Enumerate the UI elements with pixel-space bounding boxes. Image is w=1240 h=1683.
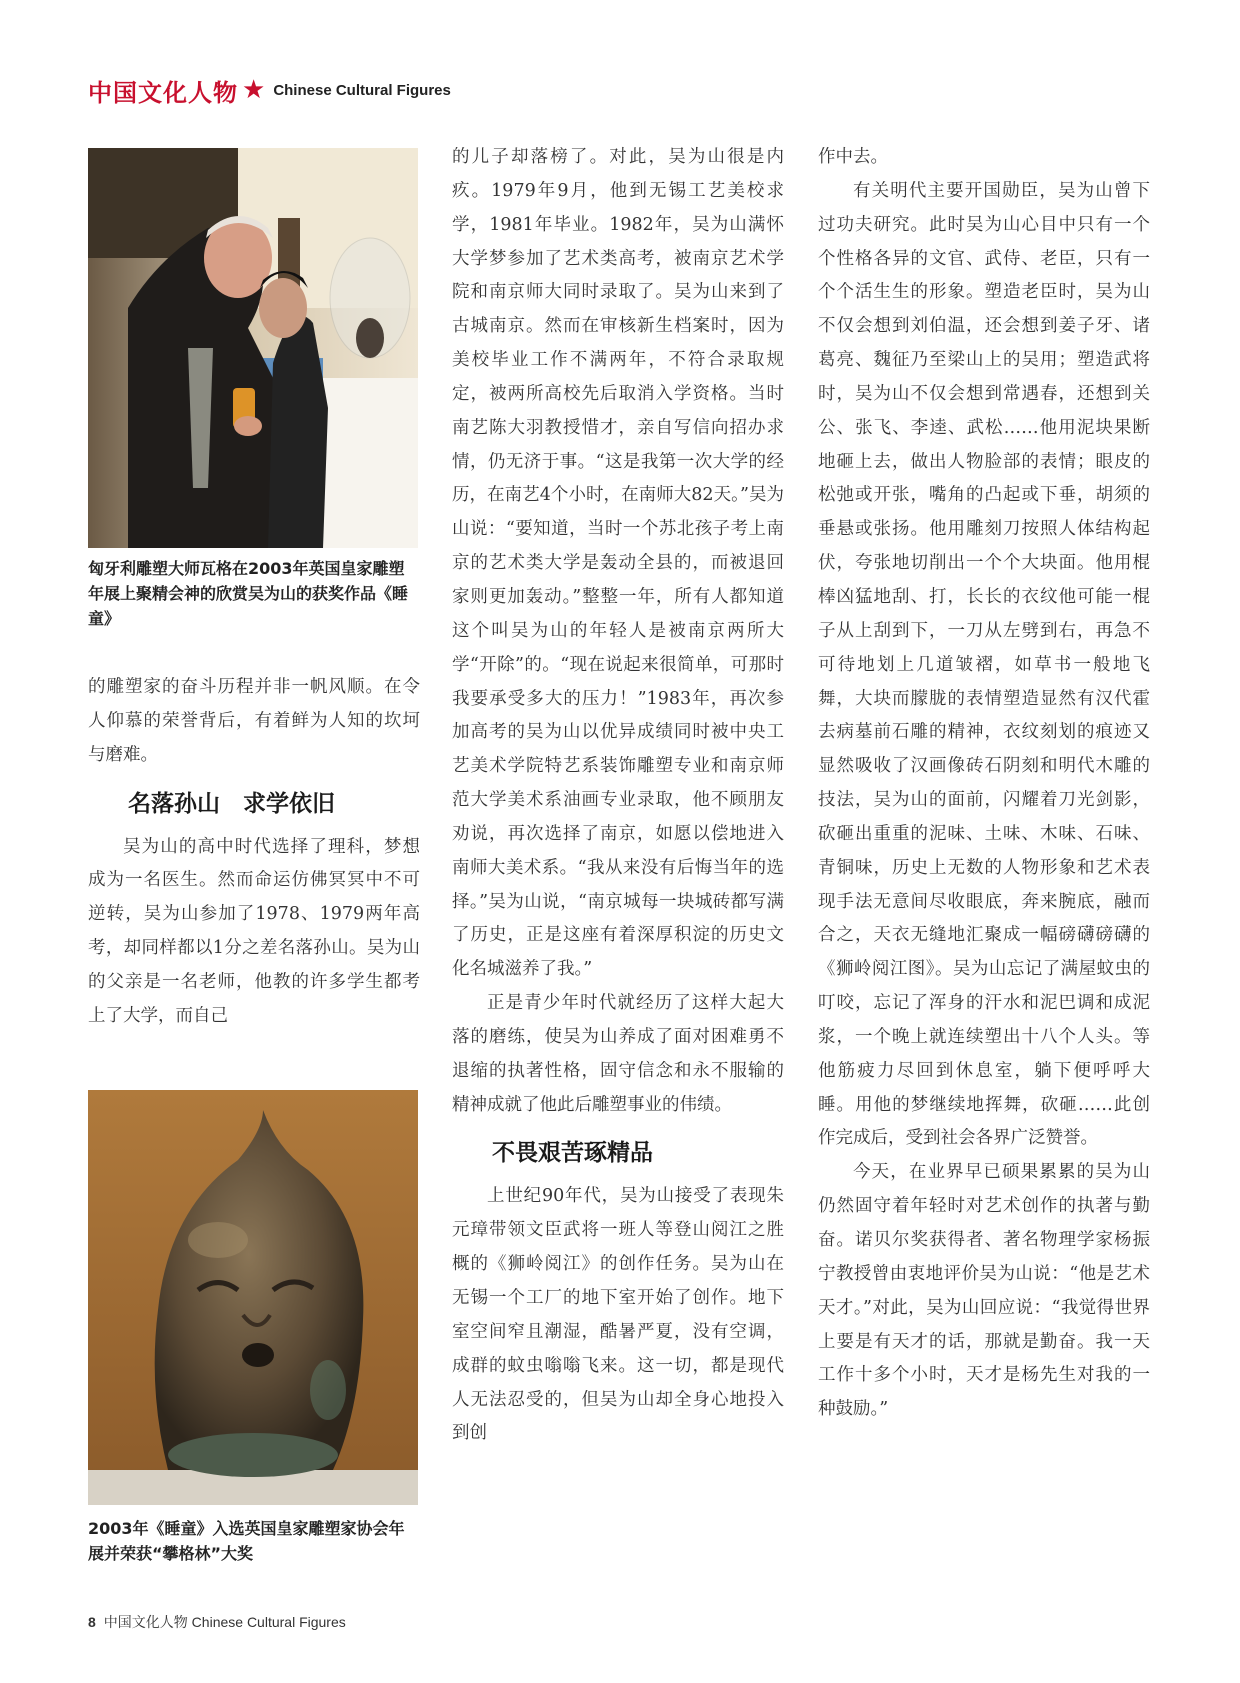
col3-paragraph-2: 今天，在业界早已硕果累累的吴为山仍然固守着年轻时对艺术创作的执著与勤奋。诺贝尔奖获得者、著名物理学家杨振宁教授曾由衷地评价吴为山说：“他是艺术天才。”对此，吴为山回应说：“我觉得世界上要是有天才的话，那就是勤奋。我一天工作十多个小时，天才是杨先生对我的一种鼓励。” [818, 1162, 1150, 1420]
star-icon: ★ [242, 75, 266, 105]
sleeping-child-sculpture-photo [88, 1090, 418, 1505]
page-number: 8 [88, 1614, 96, 1630]
col2-paragraph-2: 正是青少年时代就经历了这样大起大落的磨练，使吴为山养成了面对困难勇不退缩的执著性格，固守信念和永不服输的精神成就了他此后雕塑事业的伟绩。 [452, 993, 784, 1115]
page-footer [88, 1612, 346, 1632]
column-3 [818, 141, 1150, 1427]
bottom-photo-caption: 2003年《睡童》入选英国皇家雕塑家协会年展并荣获“攀格林”大奖 [88, 1519, 405, 1563]
column-1 [88, 671, 420, 1034]
col3-paragraph-1: 有关明代主要开国勋臣，吴为山曾下过功夫研究。此时吴为山心目中只有一个个性格各异的文官、武侍、老臣，只有一个个活生生的形象。塑造老臣时，吴为山不仅会想到刘伯温，还会想到姜子牙、诸葛亮、魏征乃至梁山上的吴用；塑造武将时，吴为山不仅会想到常遇春，还想到关公、张飞、李逵、武松……他用泥块果断地砸上去，做出人物脸部的表情；眼皮的松弛或开张，嘴角的凸起或下垂，胡须的垂悬或张扬。他用雕刻刀按照人体结构起伏，夸张地切削出一个个大块面。他用棍棒凶猛地刮、打，长长的衣纹他可能一棍子从上刮到下，一刀从左劈到右，再急不可待地划上几道皱褶，如草书一般地飞舞，大块而朦胧的表情塑造显然有汉代霍去病墓前石雕的精神，衣纹刻划的痕迹又显然吸收了汉画像砖石阴刻和明代木雕的技法，吴为山的面前，闪耀着刀光剑影，砍砸出重重的泥味、土味、木味、石味、青铜味，历史上无数的人物形象和艺术表现手法无意间尽收眼底，奔来腕底，融而合之，天衣无缝地汇聚成一幅磅礴磅礴的《狮岭阅江图》。吴为山忘记了满屋蚊虫的叮咬，忘记了浑身的汗水和泥巴调和成泥浆，一个晚上就连续塑出十八个人头。等他筋疲力尽回到休息室，躺下便呼呼大睡。用他的梦继续地挥舞，砍砸……此创作完成后，受到社会各界广泛赞誉。 [818, 180, 1150, 1149]
brand-english-title: Chinese Cultural Figures [273, 81, 451, 99]
section-heading-1: 名落孙山 求学依旧 [128, 790, 335, 817]
column-2 [452, 141, 784, 1451]
top-photo-caption: 匈牙利雕塑大师瓦格在2003年英国皇家雕塑年展上聚精会神的欣赏吴为山的获奖作品《睡童》 [88, 559, 409, 628]
col3-paragraph-0: 作中去。 [818, 147, 888, 167]
col2-paragraph-1: 的儿子却落榜了。对此，吴为山很是内疚。1979年9月，他到无锡工艺美校求学，1981年毕业。1982年，吴为山满怀大学梦参加了艺术类高考，被南京艺术学院和南京师大同时录取了。吴为山来到了古城南京。然而在审核新生档案时，因为美校毕业工作不满两年，不符合录取规定，被两所高校先后取消入学资格。当时南艺陈大羽教授惜才，亲自写信向招办求情，仍无济于事。“这是我第一次大学的经历，在南艺4个小时，在南师大82天。”吴为山说：“要知道，当时一个苏北孩子考上南京的艺术类大学是轰动全县的，而被退回家则更加轰动。”整整一年，所有人都知道这个叫吴为山的年轻人是被南京两所大学“开除”的。“现在说起来很简单，可那时我要承受多大的压力！”1983年，再次参加高考的吴为山以优异成绩同时被中央工艺美术学院特艺系装饰雕塑专业和南京师范大学美术系油画专业录取，他不顾朋友劝说，再次选择了南京，如愿以偿地进入南师大美术系。“我从来没有后悔当年的选择。”吴为山说，“南京城每一块城砖都写满了历史，正是这座有着深厚积淀的历史文化名城滋养了我。” [452, 147, 784, 980]
col2-paragraph-3: 上世纪90年代，吴为山接受了表现朱元璋带领文臣武将一班人等登山阅江之胜概的《狮岭阅江》的创作任务。吴为山在无锡一个工厂的地下室开始了创作。地下室空间窄且潮湿，酷暑严夏，没有空调，成群的蚊虫嗡嗡飞来。这一切，都是现代人无法忍受的，但吴为山却全身心地投入到创 [452, 1186, 784, 1444]
footer-text: 中国文化人物 Chinese Cultural Figures [103, 1614, 346, 1630]
col1-intro-paragraph: 的雕塑家的奋斗历程并非一帆风顺。在令人仰慕的荣誉背后，有着鲜为人知的坎坷与磨难。 [88, 677, 420, 765]
col1-paragraph: 吴为山的高中时代选择了理科，梦想成为一名医生。然而命运仿佛冥冥中不可逆转，吴为山参加了1978、1979两年高考，却同样都以1分之差名落孙山。吴为山的父亲是一名老师，他教的许多学生都考上了大学，而自己 [88, 836, 420, 1026]
brand-chinese-title: 中国文化人物 [88, 77, 238, 107]
section-heading-2: 不畏艰苦琢精品 [492, 1140, 653, 1167]
magazine-header [88, 70, 451, 110]
exhibition-photo [88, 148, 418, 548]
